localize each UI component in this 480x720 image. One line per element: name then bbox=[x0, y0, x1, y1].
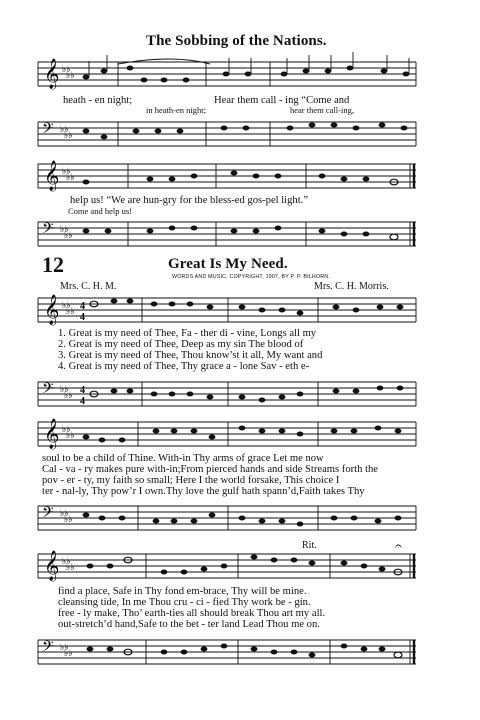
svg-text:♭♭: ♭♭ bbox=[66, 562, 75, 572]
svg-text:𝄢: 𝄢 bbox=[42, 120, 54, 141]
staff-lines bbox=[38, 636, 416, 666]
verse-2-line: cleansing tide, In me Thou cru - ci - fied Thy work be - gin. bbox=[58, 597, 311, 608]
staff-lines bbox=[38, 218, 416, 248]
music-staff-treble bbox=[38, 58, 416, 88]
music-staff-bass bbox=[38, 378, 416, 408]
composer-credit: Mrs. C. H. Morris. bbox=[314, 281, 389, 292]
tempo-marking: Rit. bbox=[302, 540, 317, 551]
svg-text:♭♭: ♭♭ bbox=[60, 642, 69, 652]
lyric-subtext: in heath-en night; bbox=[146, 105, 206, 115]
staff-lines bbox=[38, 418, 416, 448]
svg-text:𝄞: 𝄞 bbox=[44, 295, 60, 325]
staff-lines bbox=[38, 502, 416, 532]
staff-lines bbox=[38, 294, 416, 324]
music-staff-treble bbox=[38, 294, 416, 324]
svg-text:4: 4 bbox=[80, 385, 85, 396]
svg-text:♭♭: ♭♭ bbox=[60, 124, 69, 134]
lyric-subtext: hear them call-ing, bbox=[290, 105, 354, 115]
verse-2-line: Cal - va - ry makes pure with-in;From pierced hands and side Streams forth the bbox=[42, 464, 378, 475]
svg-text:♭♭: ♭♭ bbox=[66, 172, 75, 182]
verse-2-line: 2. Great is my need of Thee, Deep as my sin The blood of bbox=[58, 339, 304, 350]
staff-lines bbox=[38, 160, 416, 190]
staff-lines bbox=[38, 58, 416, 88]
verse-1-line: 1. Great is my need of Thee, Fa - ther di - vine, Longs all my bbox=[58, 328, 317, 339]
svg-text:𝄢: 𝄢 bbox=[42, 504, 54, 525]
svg-text:♭♭: ♭♭ bbox=[64, 130, 73, 140]
svg-text:♭♭: ♭♭ bbox=[60, 508, 69, 518]
svg-text:4: 4 bbox=[80, 312, 85, 323]
svg-text:♭♭: ♭♭ bbox=[62, 424, 71, 434]
svg-text:♭♭: ♭♭ bbox=[64, 390, 73, 400]
verse-4-line: out-stretch’d hand,Safe to the bet - ter land Lead Thou me on. bbox=[58, 619, 320, 630]
verse-4-line: ter - nal-ly, Thy pow’r I own.Thy love the gulf hath spann’d,Faith takes Thy bbox=[42, 486, 365, 497]
lyric-line: heath - en night; bbox=[63, 95, 133, 106]
svg-text:𝄞: 𝄞 bbox=[44, 419, 60, 449]
svg-text:𝄞: 𝄞 bbox=[44, 161, 60, 191]
svg-text:♭♭: ♭♭ bbox=[60, 224, 69, 234]
lyric-line: help us! “We are hun-gry for the bless-ed gos-pel light.” bbox=[70, 195, 309, 206]
staff-lines bbox=[38, 378, 416, 408]
svg-text:♭♭: ♭♭ bbox=[60, 384, 69, 394]
svg-text:♭♭: ♭♭ bbox=[66, 430, 75, 440]
music-staff-bass bbox=[38, 636, 416, 666]
song-title: The Sobbing of the Nations. bbox=[146, 33, 327, 49]
svg-text:4: 4 bbox=[80, 396, 85, 407]
svg-text:𝄐: 𝄐 bbox=[395, 539, 402, 553]
music-staff-bass bbox=[38, 218, 416, 248]
svg-text:𝄞: 𝄞 bbox=[44, 551, 60, 581]
svg-text:𝄢: 𝄢 bbox=[42, 220, 54, 241]
hymn-number: 12 bbox=[42, 252, 64, 277]
svg-text:𝄢: 𝄢 bbox=[42, 380, 54, 401]
lyric-subtext: Come and help us! bbox=[68, 206, 132, 216]
svg-text:4: 4 bbox=[80, 301, 85, 312]
svg-text:♭♭: ♭♭ bbox=[62, 64, 71, 74]
verse-1-line: soul to be a child of Thine. With-in Thy arms of grace Let me now bbox=[42, 453, 324, 464]
music-staff-treble bbox=[38, 418, 416, 448]
svg-text:♭♭: ♭♭ bbox=[62, 166, 71, 176]
svg-text:♭♭: ♭♭ bbox=[64, 514, 73, 524]
verse-1-line: find a place, Safe in Thy fond em-brace, Thy will be mine. bbox=[58, 586, 307, 597]
music-staff-treble bbox=[38, 160, 416, 190]
staff-lines bbox=[38, 118, 416, 148]
svg-text:♭♭: ♭♭ bbox=[62, 556, 71, 566]
verse-3-line: free - ly make, Tho’ earth-ties all should break Thou art my all. bbox=[58, 608, 326, 619]
svg-text:♭♭: ♭♭ bbox=[66, 306, 75, 316]
lyricist-credit: Mrs. C. H. M. bbox=[60, 281, 117, 292]
svg-text:𝄢: 𝄢 bbox=[42, 638, 54, 659]
copyright-notice: WORDS AND MUSIC, COPYRIGHT, 1907, BY P. P. BILHORN. bbox=[172, 274, 330, 280]
verse-3-line: pov - er - ty, my faith so small; Here I the world forsake, This choice I bbox=[42, 475, 340, 486]
lyric-line: Hear them call - ing “Come and bbox=[214, 95, 350, 106]
song-title: Great Is My Need. bbox=[168, 256, 288, 272]
svg-text:♭♭: ♭♭ bbox=[64, 648, 73, 658]
svg-text:♭♭: ♭♭ bbox=[62, 300, 71, 310]
verse-3-line: 3. Great is my need of Thee, Thou know’st it all, My want and bbox=[58, 350, 323, 361]
svg-text:𝄞: 𝄞 bbox=[44, 59, 60, 89]
music-staff-bass bbox=[38, 502, 416, 532]
svg-text:♭♭: ♭♭ bbox=[64, 230, 73, 240]
svg-text:♭♭: ♭♭ bbox=[66, 70, 75, 80]
music-staff-bass bbox=[38, 118, 416, 148]
verse-4-line: 4. Great is my need of Thee, Thy grace a - lone Sav - eth e- bbox=[58, 361, 310, 372]
